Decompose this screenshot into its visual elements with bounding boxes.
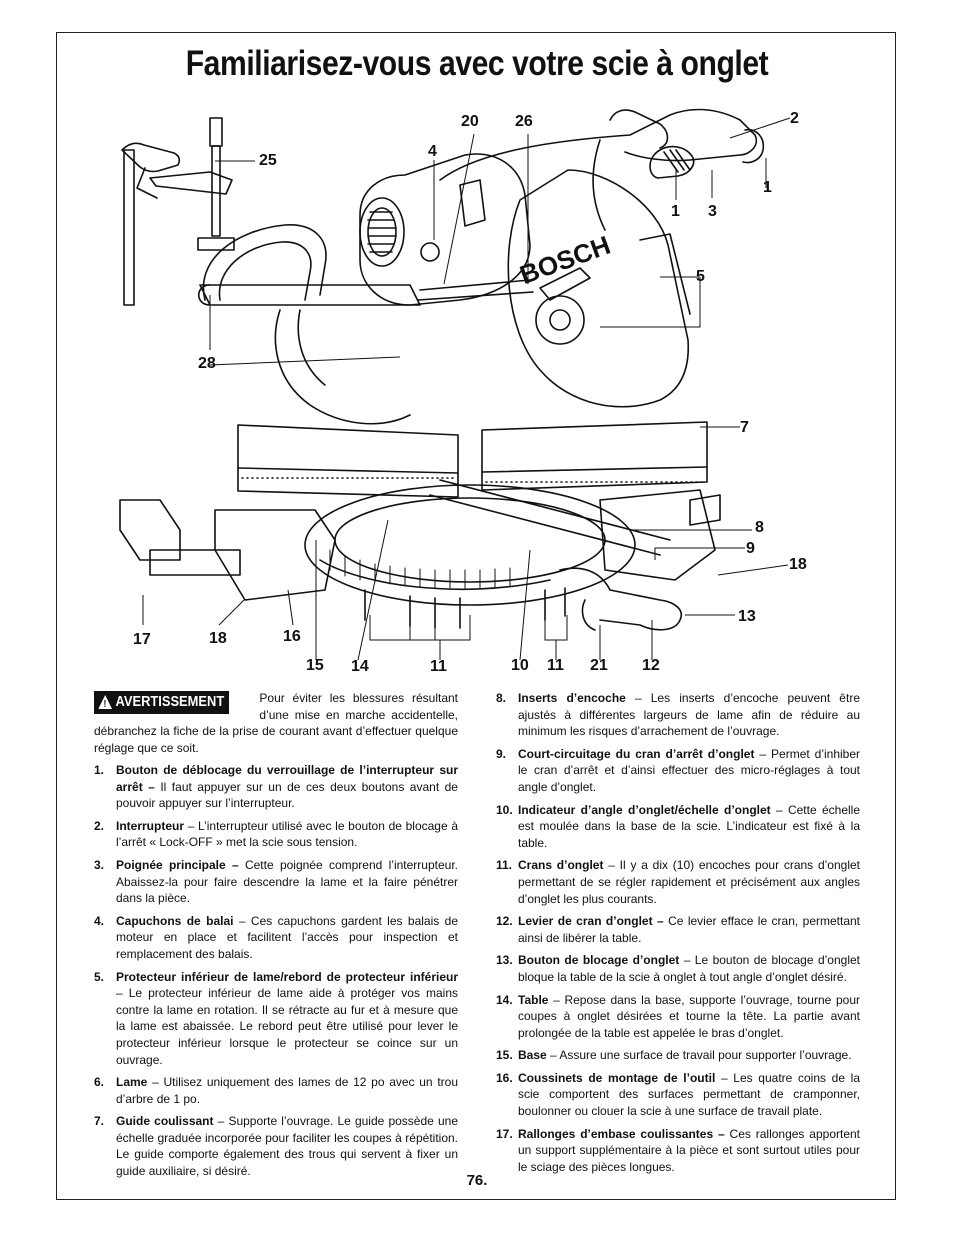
callout-17: 17	[133, 631, 151, 648]
list-item: 9. Court-circuitage du cran d’arrêt d’onglet – Permet d’inhiber le cran d’arrêt et d’ainsi effectuer des micro-réglages à tout angle d’onglet.	[496, 746, 861, 794]
list-item: 1. Bouton de déblocage du verrouillage de l’interrupteur sur arrêt – Il faut appuyer sur un de ces deux boutons avant de pouvoir appuyer sur l’interrupteur.	[94, 763, 458, 811]
callout-1a: 1	[671, 203, 680, 220]
list-item: 14. Table – Repose dans la base, supporte l’ouvrage, tourne pour coupes à onglet désirées et tourne la tête. La partie avant prolongée de la table est appelée le bras d’onglet.	[496, 992, 860, 1040]
callout-20: 20	[461, 113, 479, 130]
miter-saw-diagram	[90, 100, 810, 690]
callout-8: 8	[755, 519, 764, 536]
callout-13: 13	[738, 608, 756, 625]
callout-18b: 18	[209, 630, 227, 647]
callout-18a: 18	[789, 556, 807, 573]
list-item: 11. Crans d’onglet – Il y a dix (10) encoches pour crans d’onglet permettant de se régler rapidement et précisément aux angles d’onglet les plus courants.	[496, 858, 860, 906]
callout-21: 21	[590, 657, 608, 674]
callout-11a: 11	[430, 658, 447, 675]
page-number: 76.	[466, 1172, 488, 1189]
list-item: 4. Capuchons de balai – Ces capuchons gardent les balais de moteur en place et facilitent l’accès pour inspection et remplacement des balais.	[94, 913, 458, 961]
callout-12: 12	[642, 657, 660, 674]
callout-26: 26	[515, 113, 533, 130]
callout-16: 16	[283, 628, 301, 645]
callout-5: 5	[696, 268, 705, 285]
parts-list-left	[94, 762, 458, 1186]
list-item: 15. Base – Assure une surface de travail pour supporter l’ouvrage.	[496, 1048, 852, 1063]
callout-4: 4	[428, 143, 437, 160]
list-item: 12. Levier de cran d’onglet – Ce levier efface le cran, permettant ainsi de libérer la table.	[496, 914, 861, 945]
sliding-base-extensions	[120, 495, 720, 575]
list-item: 8. Inserts d’encoche – Les inserts d’encoche peuvent être ajustés à différentes largeurs de lame afin de réduire au minimum les risques d’arrachement de l’ouvrage.	[496, 691, 860, 739]
callout-14: 14	[351, 658, 369, 675]
brand-logo: BOSCH	[515, 229, 615, 290]
callout-2: 2	[790, 110, 799, 127]
list-item: 13. Bouton de blocage d’onglet – Le bouton de blocage d’onglet bloque la table de la scie à onglet à tout angle d’onglet désiré.	[496, 953, 860, 984]
callout-28: 28	[198, 355, 216, 372]
callout-1b: 1	[763, 179, 772, 196]
callout-7: 7	[740, 419, 749, 436]
page-title: Familiarisez-vous avec votre scie à onglet	[185, 44, 769, 83]
callout-3: 3	[708, 203, 717, 220]
callout-15: 15	[306, 657, 324, 674]
list-item: 17. Rallonges d’embase coulissantes – Ces rallonges apportent un support supplémentaire à la pièce et sont surtout utiles pour le sciage des pièces longues.	[496, 1126, 861, 1174]
list-item: 6. Lame – Utilisez uniquement des lames de 12 po avec un trou d’arbre de 1 po.	[94, 1075, 458, 1106]
warning-badge	[94, 691, 229, 714]
list-item: 2. Interrupteur – L’interrupteur utilisé avec le bouton de blocage à l’arrêt « Lock-OFF » met la scie sous tension.	[94, 818, 458, 850]
parts-list-right	[496, 690, 860, 1181]
list-item: 3. Poignée principale – Cette poignée comprend l’interrupteur. Abaissez-la pour faire descendre la lame et la faire pénétrer dans la pièce.	[94, 857, 458, 906]
callout-9: 9	[746, 540, 755, 557]
callout-25: 25	[259, 152, 277, 169]
warning-block	[94, 690, 458, 756]
callout-11b: 11	[547, 657, 564, 674]
callout-10: 10	[511, 657, 529, 674]
list-item: 10. Indicateur d’angle d’onglet/échelle d’onglet – Cette échelle est moulée dans la base de la scie. L’indicateur est fixé à la table.	[496, 802, 860, 850]
warning-text: Pour éviter les blessures résultant d’une mise en marche accidentelle, débranchez la fiche de la prise de courant avant d’effectuer quelque réglage que ce soit.	[94, 691, 458, 755]
list-item: 5. Protecteur inférieur de lame/rebord de protecteur inférieur – Le protecteur inférieur de lame aide à protéger vos mains contre la lame en rotation. Il se rétracte au fur et à mesure que la lame est abaissée. Le rebord peut être utilisé pour lever le protecteur inférieur lorsque le protecteur se coince sur un ouvrage.	[94, 969, 458, 1067]
warning-triangle-icon: !	[98, 695, 112, 709]
list-item: 16. Coussinets de montage de l’outil – Les quatre coins de la scie comportent des surfaces permettant de cramponner, boulonner ou clouer la scie à une surface de travail plate.	[496, 1070, 860, 1119]
warning-badge-label: AVERTISSEMENT	[115, 693, 225, 710]
hold-down-clamp	[122, 118, 234, 305]
blade-guard	[418, 170, 690, 407]
list-item: 7. Guide coulissant – Supporte l’ouvrage. Le guide possède une échelle graduée incorporée pour faciliter les coupes à répétition. Le guide comporte également des trous qui servent à fixer un guide auxiliaire, si désiré.	[94, 1114, 458, 1179]
